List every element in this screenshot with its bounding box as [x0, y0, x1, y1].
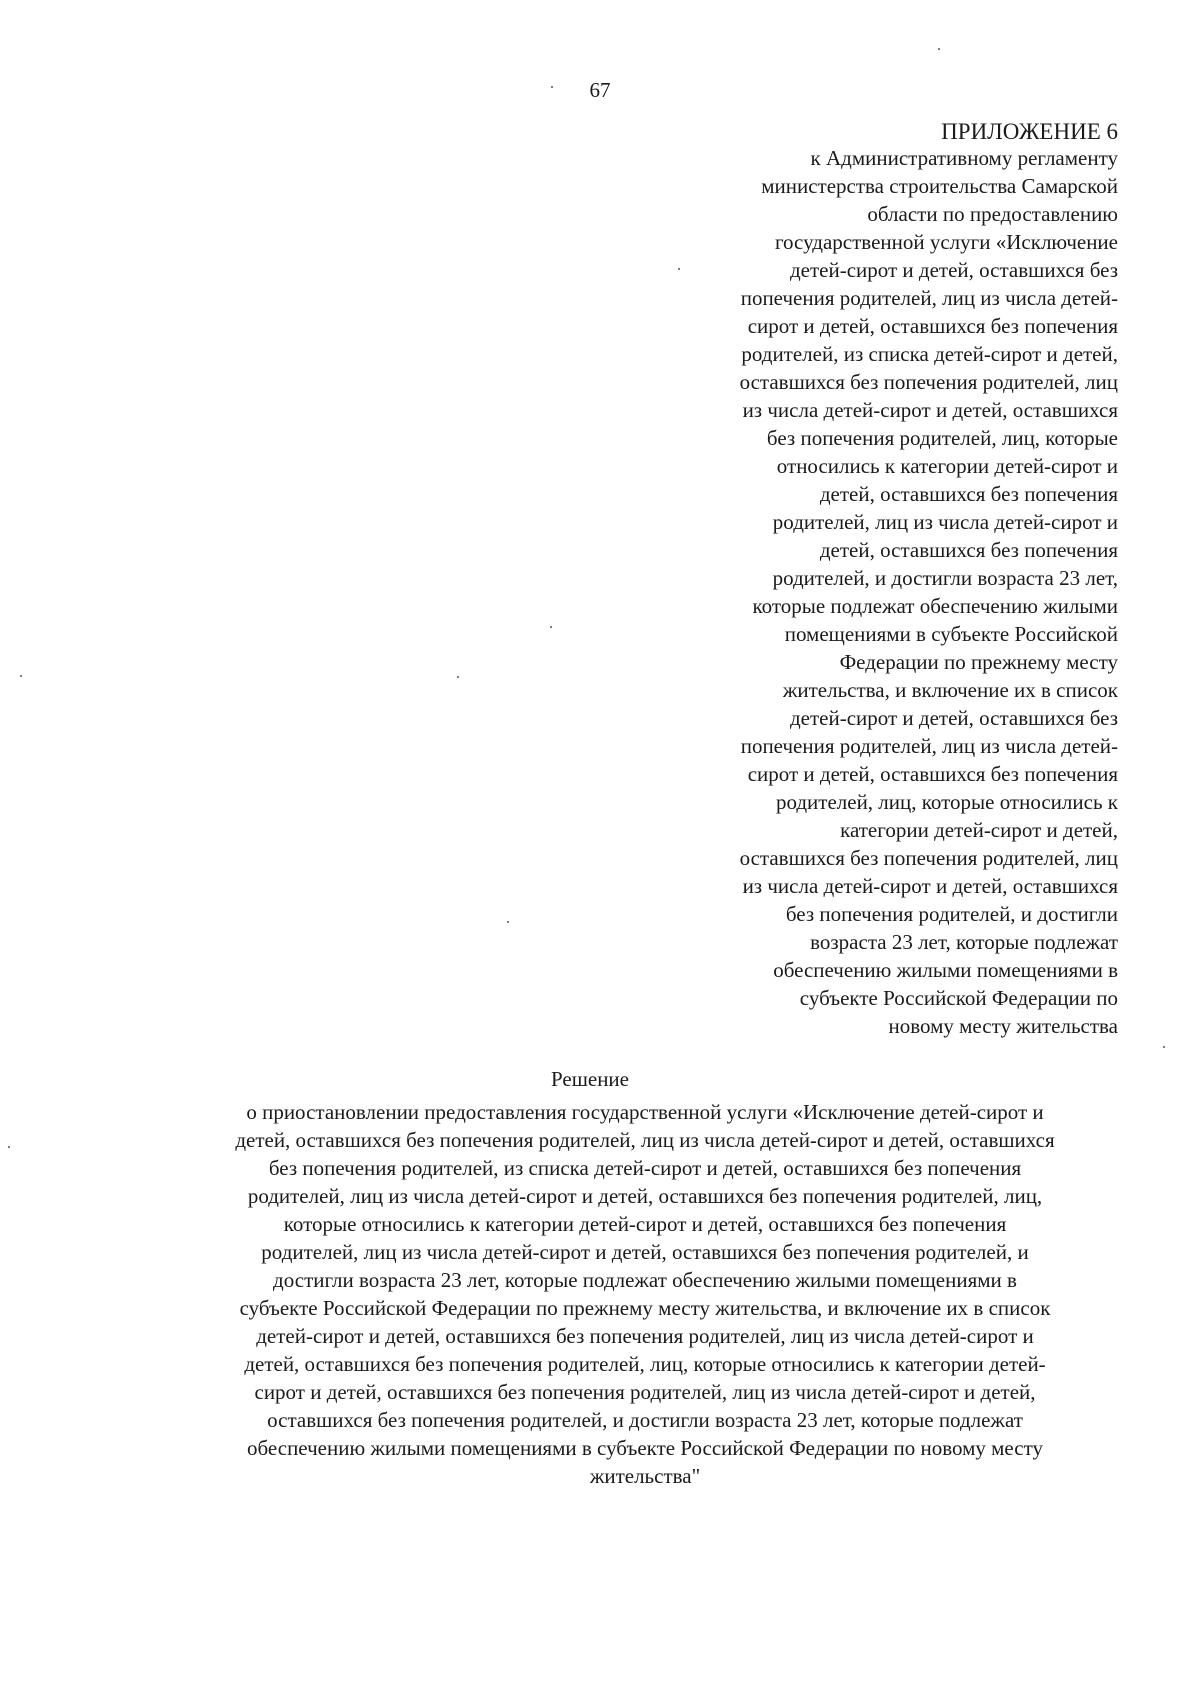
scan-speck	[1163, 1046, 1165, 1048]
scan-speck	[457, 676, 459, 678]
appendix-caption-line: субъекте Российской Федерации по	[799, 986, 1118, 1010]
decision-text-line: родителей, лиц из числа детей-сирот и детей, оставшихся без попечения родителей, лиц,	[247, 1184, 1043, 1208]
appendix-caption-line: детей-сирот и детей, оставшихся без	[789, 706, 1118, 730]
appendix-caption-line: детей, оставшихся без попечения	[819, 482, 1118, 506]
decision-text-line: субъекте Российской Федерации по прежнему месту жительства, и включение их в список	[239, 1296, 1051, 1320]
appendix-caption-line: родителей, лиц, которые относились к	[775, 790, 1118, 814]
appendix-caption-line: возраста 23 лет, которые подлежат	[810, 930, 1118, 954]
appendix-caption-line: попечения родителей, лиц из числа детей-	[740, 734, 1118, 758]
scan-speck	[938, 48, 940, 50]
appendix-caption-line: к Административному регламенту	[810, 146, 1118, 170]
appendix-caption-line: родителей, лиц из числа детей-сирот и	[772, 510, 1118, 534]
appendix-caption-line: из числа детей-сирот и детей, оставшихся	[742, 398, 1118, 422]
appendix-caption-line: оставшихся без попечения родителей, лиц	[739, 846, 1118, 870]
appendix-caption-line: которые подлежат обеспечению жилыми	[752, 594, 1118, 618]
decision-text-line: детей, оставшихся без попечения родителей, лиц из числа детей-сирот и детей, оставшихся	[235, 1128, 1055, 1152]
appendix-caption-line: министерства строительства Самарской	[761, 174, 1118, 198]
decision-text-line: без попечения родителей, из списка детей-сирот и детей, оставшихся без попечения	[268, 1156, 1022, 1180]
appendix-caption-line: категории детей-сирот и детей,	[840, 818, 1118, 842]
decision-text-line: родителей, лиц из числа детей-сирот и детей, оставшихся без попечения родителей, и	[261, 1240, 1029, 1264]
decision-text	[160, 1098, 1130, 1490]
appendix-caption-line: детей-сирот и детей, оставшихся без	[789, 258, 1118, 282]
appendix-caption-line: без попечения родителей, лиц, которые	[766, 426, 1118, 450]
appendix-caption-line: области по предоставлению	[867, 202, 1118, 226]
decision-title: Решение	[550, 1067, 629, 1091]
scan-speck	[8, 1146, 10, 1148]
decision-text-line: достигли возраста 23 лет, которые подлежат обеспечению жилыми помещениями в	[273, 1268, 1017, 1292]
appendix-caption-line: оставшихся без попечения родителей, лиц	[739, 370, 1118, 394]
appendix-caption-line: государственной услуги «Исключение	[774, 230, 1118, 254]
decision-text-line: детей, оставшихся без попечения родителей, лиц, которые относились к категории детей-	[244, 1352, 1046, 1376]
appendix-caption-line: сирот и детей, оставшихся без попечения	[747, 762, 1118, 786]
appendix-caption-line: без попечения родителей, и достигли	[785, 902, 1118, 926]
decision-text-line: оставшихся без попечения родителей, и достигли возраста 23 лет, которые подлежат	[267, 1408, 1023, 1432]
appendix-caption-line: детей, оставшихся без попечения	[819, 538, 1118, 562]
appendix-caption-line: помещениями в субъекте Российской	[784, 622, 1118, 646]
decision-text-line: которые относились к категории детей-сирот и детей, оставшихся без попечения	[283, 1212, 1007, 1236]
decision-text-line: жительства"	[589, 1464, 701, 1488]
appendix-caption-line: новому месту жительства	[888, 1014, 1118, 1038]
decision-text-line: сирот и детей, оставшихся без попечения родителей, лиц из числа детей-сирот и детей,	[254, 1380, 1036, 1404]
decision-text-line: о приостановлении предоставления государственной услуги «Исключение детей-сирот и	[246, 1100, 1044, 1124]
scan-speck	[20, 675, 22, 677]
decision-text-line: обеспечению жилыми помещениями в субъекте Российской Федерации по новому месту	[247, 1436, 1043, 1460]
scan-speck	[507, 921, 509, 923]
decision-text-line: детей-сирот и детей, оставшихся без попечения родителей, лиц из числа детей-сирот и	[256, 1324, 1034, 1348]
appendix-caption-line: жительства, и включение их в список	[782, 678, 1118, 702]
scan-speck	[551, 86, 553, 88]
scan-speck	[550, 626, 552, 628]
scan-speck	[678, 268, 680, 270]
appendix-caption-line: обеспечению жилыми помещениями в	[773, 958, 1118, 982]
appendix-caption-line: из числа детей-сирот и детей, оставшихся	[742, 874, 1118, 898]
appendix-caption-line: родителей, из списка детей-сирот и детей,	[741, 342, 1118, 366]
appendix-caption	[658, 144, 1118, 1040]
appendix-heading: ПРИЛОЖЕНИЕ 6	[941, 119, 1118, 144]
appendix-caption-line: родителей, и достигли возраста 23 лет,	[772, 566, 1118, 590]
page-number: 67	[589, 78, 611, 102]
appendix-caption-line: попечения родителей, лиц из числа детей-	[740, 286, 1118, 310]
appendix-caption-line: сирот и детей, оставшихся без попечения	[747, 314, 1118, 338]
appendix-caption-line: Федерации по прежнему месту	[839, 650, 1118, 674]
appendix-caption-line: относились к категории детей-сирот и	[776, 454, 1118, 478]
